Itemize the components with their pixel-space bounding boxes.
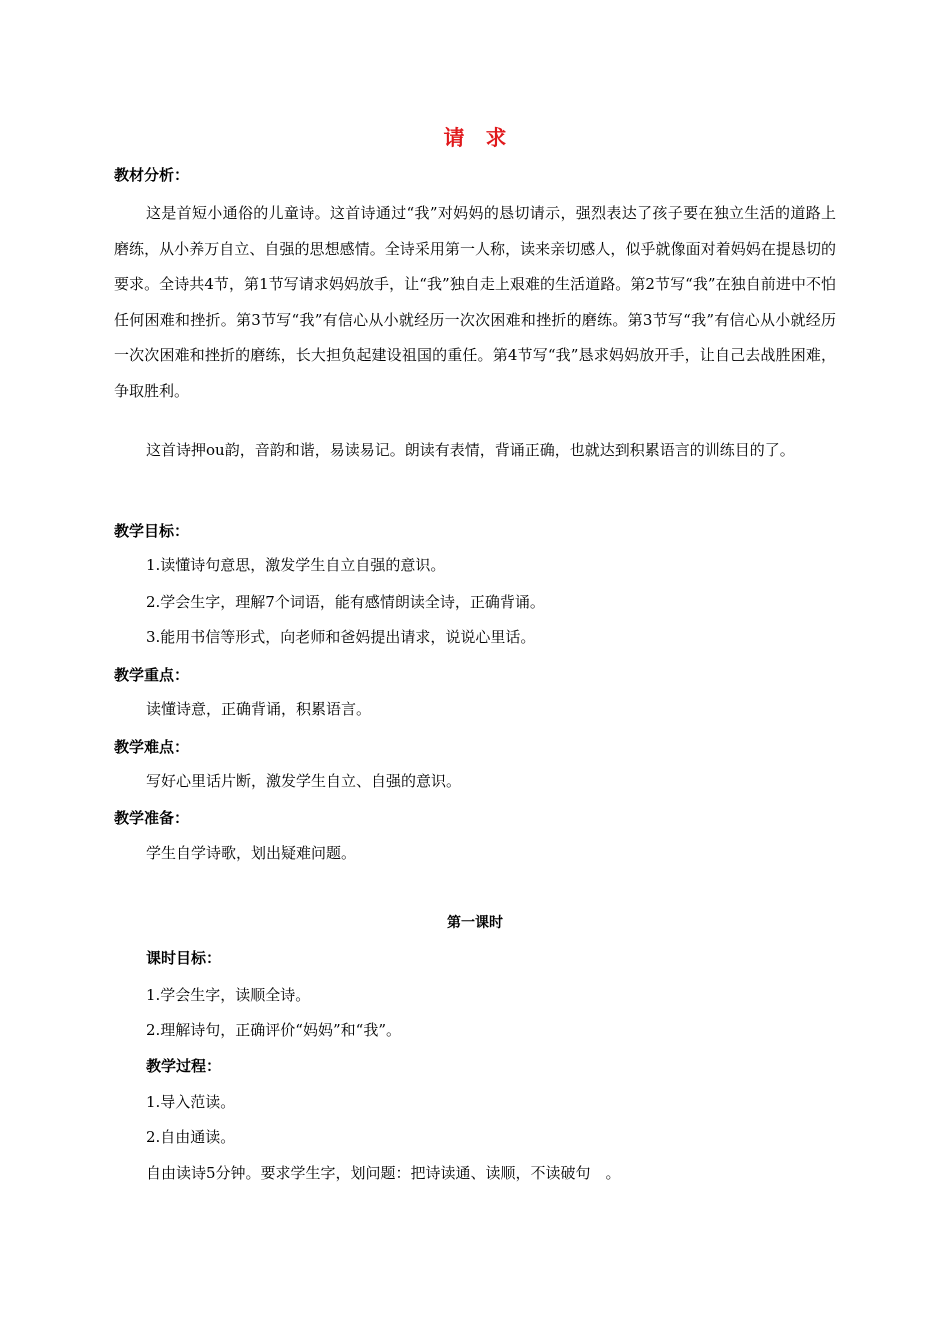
key-points-text: 读懂诗意，正确背诵，积累语言。 [146, 700, 372, 718]
process-step-3: 自由读诗5分钟。要求学生字，划问题：把诗读通、读顺，不读破句 。 [146, 1164, 621, 1182]
goals-heading: 教学目标： [114, 522, 190, 540]
page-title: 请 求 [443, 126, 507, 150]
goal-item-1: 1.读懂诗句意思，激发学生自立自强的意识。 [146, 556, 446, 574]
process-step-2: 2.自由通读。 [146, 1128, 236, 1146]
lesson-goal-1: 1.学会生字，读顺全诗。 [146, 986, 311, 1004]
preparation-heading: 教学准备： [114, 809, 190, 827]
preparation-text: 学生自学诗歌，划出疑难问题。 [146, 844, 357, 862]
analysis-paragraph-1: 这是首短小通俗的儿童诗。这首诗通过“我”对妈妈的恳切请示，强烈表达了孩子要在独立生活的道路上磨练，从小养万自立、自强的思想感情。全诗采用第一人称，读来亲切感人，似乎就像面对着妈妈在提恳切的要求。全诗共4节，第1节写请求妈妈放手，让“我”独自走上艰难的生活道路。第2节写“我”在独自前进中不怕任何困难和挫折。第3节写“我”有信心从小就经历一次次困难和挫折的磨练。第3节写“我”有信心从小就经历一次次困难和挫折的磨练，长大担负起建设祖国的重任。第4节写“我”恳求妈妈放开手，让自己去战胜困难，争取胜利。 [114, 204, 836, 400]
lesson-goals-heading: 课时目标： [146, 949, 222, 967]
lesson-one-title: 第一课时 [447, 915, 503, 931]
key-points-heading: 教学重点： [114, 666, 190, 684]
difficulties-heading: 教学难点： [114, 738, 190, 756]
process-heading: 教学过程： [146, 1057, 222, 1075]
analysis-heading: 教材分析： [114, 166, 190, 184]
analysis-paragraph-2: 这首诗押ou韵，音韵和谐，易读易记。朗读有表情，背诵正确，也就达到积累语言的训练目的了。 [146, 441, 795, 459]
process-step-1: 1.导入范读。 [146, 1093, 236, 1111]
goal-item-3: 3.能用书信等形式，向老师和爸妈提出请求，说说心里话。 [146, 628, 536, 646]
difficulties-text: 写好心里话片断，激发学生自立、自强的意识。 [146, 772, 462, 790]
lesson-goal-2: 2.理解诗句，正确评价“妈妈”和“我”。 [146, 1021, 401, 1039]
goal-item-2: 2.学会生字，理解7个词语，能有感情朗读全诗，正确背诵。 [146, 593, 545, 611]
